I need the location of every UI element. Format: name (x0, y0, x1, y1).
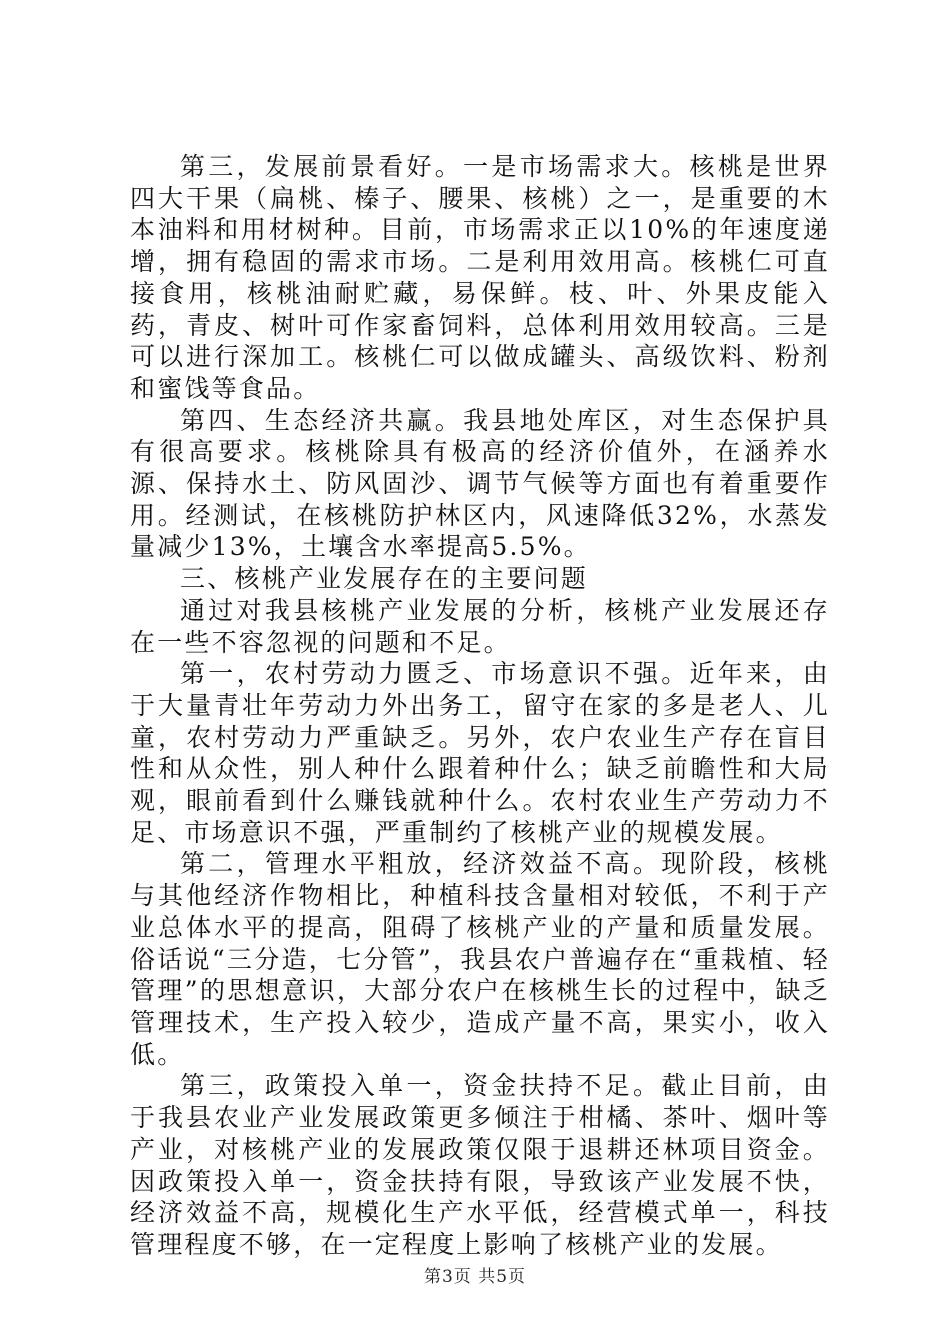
page-number-footer: 第3页 共5页 (423, 1267, 527, 1287)
paragraph-prospects: 第三，发展前景看好。一是市场需求大。核桃是世界四大干果（扁桃、榛子、腰果、核桃）之一，是重要的木本油料和用材树种。目前，市场需求正以10%的年速度递增，拥有稳固的需求市场。二是利用效用高。核桃仁可直接食用，核桃油耐贮藏，易保鲜。枝、叶、外果皮能入药，青皮、树叶可作家畜饲料，总体利用效用较高。三是可以进行深加工。核桃仁可以做成罐头、高级饮料、粉剂和蜜饯等食品。 (130, 152, 830, 403)
paragraph-labor-shortage: 第一，农村劳动力匮乏、市场意识不强。近年来，由于大量青壮年劳动力外出务工，留守在家的多是老人、儿童，农村劳动力严重缺乏。另外，农户农业生产存在盲目性和从众性，别人种什么跟着种什么；缺乏前瞻性和大局观，眼前看到什么赚钱就种什么。农村农业生产劳动力不足、市场意识不强，严重制约了核桃产业的规模发展。 (130, 659, 830, 847)
paragraph-policy: 第三，政策投入单一，资金扶持不足。截止目前，由于我县农业产业发展政策更多倾注于柑橘、茶叶、烟叶等产业，对核桃产业的发展政策仅限于退耕还林项目资金。因政策投入单一，资金扶持有限，导致该产业发展不快，经济效益不高，规模化生产水平低，经营模式单一，科技管理程度不够，在一定程度上影响了核桃产业的发展。 (130, 1071, 830, 1259)
paragraph-intro-problems: 通过对我县核桃产业发展的分析，核桃产业发展还存在一些不容忽视的问题和不足。 (130, 595, 830, 657)
paragraph-management: 第二，管理水平粗放，经济效益不高。现阶段，核桃与其他经济作物相比，种植科技含量相对较低，不利于产业总体水平的提高，阻碍了核桃产业的产量和质量发展。俗话说“三分造，七分管”，我县农户普遍存在“重栽植、轻管理”的思想意识，大部分农户在核桃生长的过程中，缺乏管理技术，生产投入较少，造成产量不高，果实小，收入低。 (130, 849, 830, 1069)
section-heading-problems: 三、核桃产业发展存在的主要问题 (180, 564, 589, 594)
paragraph-ecology: 第四、生态经济共赢。我县地处库区，对生态保护具有很高要求。核桃除具有极高的经济价值外，在涵养水源、保持水土、防风固沙、调节气候等方面也有着重要作用。经测试，在核桃防护林区内，风速降低32%，水蒸发量减少13%，土壤含水率提高5.5%。 (130, 405, 830, 562)
document-body (130, 151, 830, 1261)
